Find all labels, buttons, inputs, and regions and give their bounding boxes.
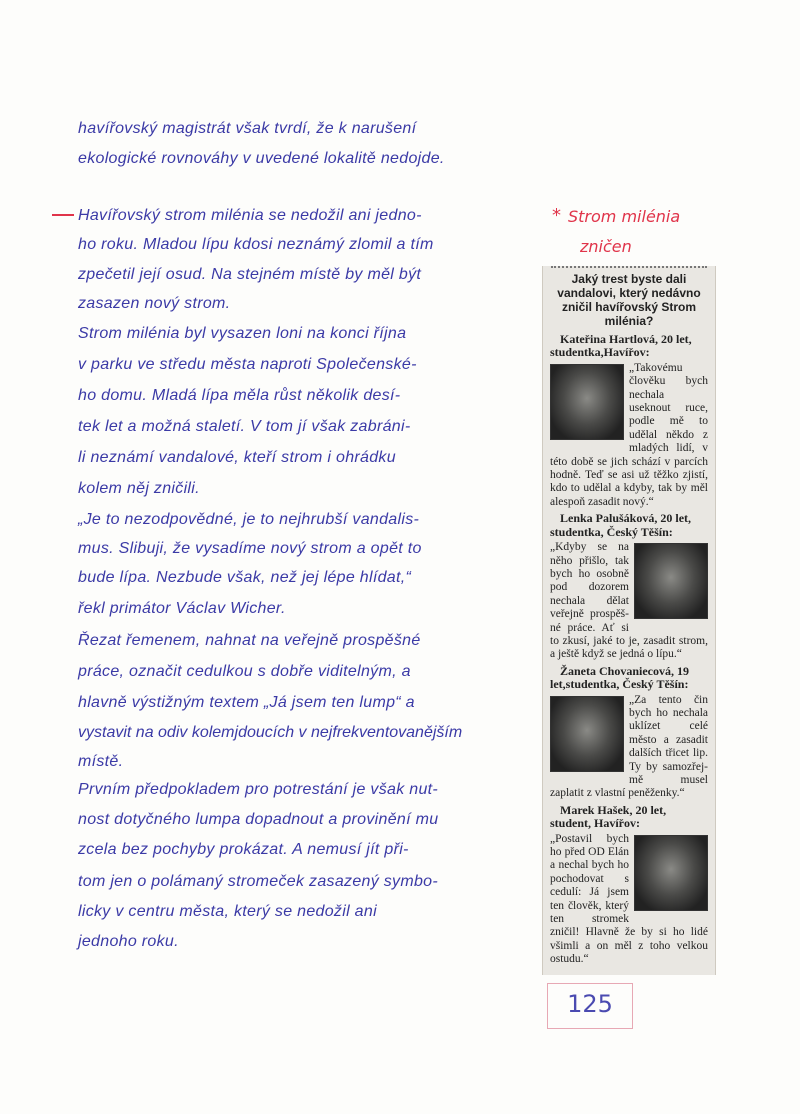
handwritten-line: Havířovský strom milénia se nedožil ani jedno- [78, 207, 422, 224]
answer-text: né práce. Ať si to zkusí, jaké to je, zasadit strom, a ještě když se jedná o lípu.“ [550, 621, 708, 661]
handwritten-line: mus. Slibuji, že vysadíme nový strom a opět to [78, 540, 422, 557]
respondent-name: Žaneta Chovaniecová, 19 let,studentka, Český Těšín: [550, 663, 689, 692]
handwritten-line: ho domu. Mladá lípa měla růst několik desí- [78, 387, 401, 404]
handwritten-line: ekologické rovnováhy v uvedené lokalitě nedojde. [78, 150, 445, 167]
answer-block [550, 330, 708, 509]
handwritten-line: místě. [78, 753, 124, 770]
handwritten-line: práce, označit cedulkou s dobře viditelným, a [78, 663, 411, 680]
handwritten-line: Prvním předpokladem pro potrestání je však nut- [78, 781, 439, 798]
right-column [542, 262, 716, 1029]
answer-text: člověk, který ten stromek zničil! Hlavně že by si ho lidé všimli a on měl z toho velkou ostudu.“ [550, 899, 708, 966]
answer-text: mě musel zaplatit z vlastní peněženky.“ [550, 774, 708, 800]
handwritten-line: zcela bez pochyby prokázat. A nemusí jít při- [78, 841, 409, 858]
red-margin-dash [52, 214, 74, 216]
handwritten-line: li neznámí vandalové, kteří strom i ohrádku [78, 449, 396, 466]
page-number-box [547, 983, 633, 1029]
handwritten-line: havířovský magistrát však tvrdí, že k narušení [78, 120, 417, 137]
handwritten-line: zpečetil její osud. Na stejném místě by měl být [78, 266, 422, 283]
handwritten-line: jednoho roku. [78, 933, 179, 950]
handwritten-line: hlavně výstižným textem „Já jsem ten lump“ a [78, 694, 415, 711]
handwritten-line: bude lípa. Nezbude však, než jej lépe hlídat,“ [78, 569, 412, 586]
handwritten-line: v parku ve středu města naproti Společenské- [78, 356, 417, 373]
handwritten-line: Strom milénia byl vysazen loni na konci října [78, 325, 407, 342]
respondent-photo [550, 364, 624, 440]
answer-text: „Za tento čin bych ho nechala uklízet celé město a zasadit dalších třicet lip. Ty by samozřej- [629, 693, 708, 773]
clipping-title: Jaký trest byste dali vandalovi, který nedávno zničil havířovský Strom milénia? [557, 272, 701, 328]
handwritten-line: „Je to nezodpovědné, je to nejhrubší vandalis- [78, 511, 420, 528]
handwritten-line: vystavit na odiv kolemjdoucích v nejfrekventovanějším [78, 724, 463, 741]
answer-block [550, 801, 708, 967]
handwritten-line: řekl primátor Václav Wicher. [78, 600, 286, 617]
answer-text: „Postavil bych ho před OD Elán a nechal bych ho pochodovat s cedulí: Já jsem ten [550, 832, 629, 912]
answer-text: „Kdyby se na něho přišlo, tak bych ho osobně pod dozorem nechala dělat veřejně prospěš- [550, 541, 629, 621]
answer-text: této době se jich schází v parcích hodně. Teď se asi už těžko zjistí, kdo to udělal a kdyby, tak by měl alespoň zasadit nový.“ [550, 455, 708, 508]
respondent-photo [550, 696, 624, 772]
margin-note-line: zničen [580, 237, 632, 256]
handwritten-line: kolem něj zničili. [78, 480, 200, 497]
newspaper-clipping [542, 266, 716, 975]
divider [551, 266, 707, 268]
asterisk-icon: * [552, 205, 561, 226]
handwritten-line: tek let a možná staletí. V tom jí však zabráni- [78, 418, 411, 435]
respondent-name: Kateřina Hartlová, 20 let, studentka,Havířov: [550, 332, 692, 360]
handwritten-line: licky v centru města, který se nedožil ani [78, 903, 377, 920]
answer-block [550, 662, 708, 801]
answer-text: „Takovému člověku bych nechala useknout ruce, podle mě to udělal někdo z mladých lidí, v [629, 361, 708, 455]
page-number: 125 [567, 989, 613, 1018]
handwritten-line: zasazen nový strom. [78, 295, 231, 312]
margin-note-line: Strom milénia [568, 207, 681, 226]
respondent-name: Lenka Palušáková, 20 let, studentka, Český Těšín: [550, 511, 692, 539]
handwritten-line: nost dotyčného lumpa dopadnout a provinění mu [78, 811, 439, 828]
respondent-name: Marek Hašek, 20 let, student, Havířov: [550, 802, 667, 831]
respondent-photo [634, 835, 708, 911]
handwritten-line: ho roku. Mladou lípu kdosi neznámý zlomil a tím [78, 236, 434, 253]
respondent-photo [634, 543, 708, 619]
handwritten-line: Řezat řemenem, nahnat na veřejně prospěšné [78, 632, 421, 649]
answer-block [550, 509, 708, 661]
handwritten-line: tom jen o polámaný stromeček zasazený symbo- [78, 873, 439, 890]
